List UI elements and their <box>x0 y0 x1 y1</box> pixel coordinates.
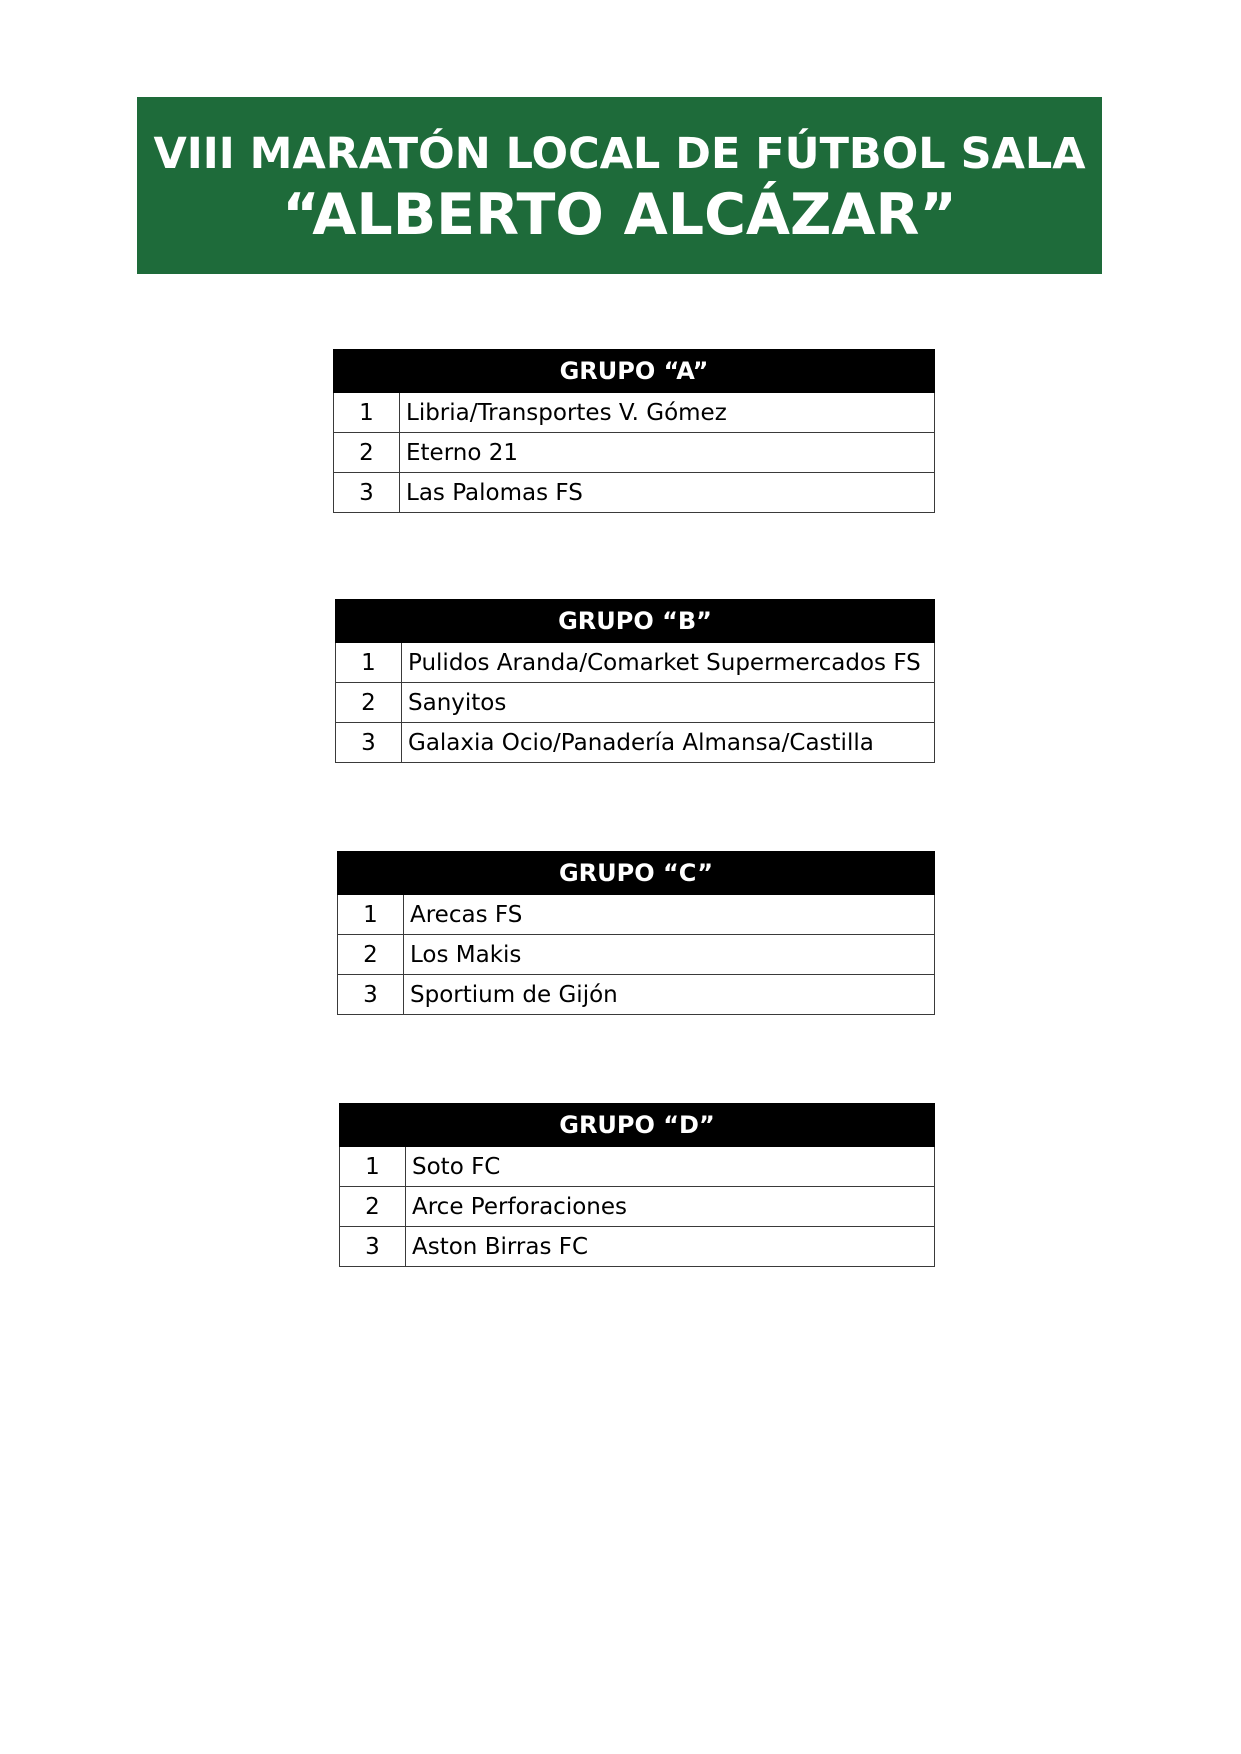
team-name: Sanyitos <box>402 683 935 723</box>
team-position: 1 <box>338 895 404 935</box>
team-position: 3 <box>338 975 404 1015</box>
group-a-title: GRUPO “A” <box>334 350 935 393</box>
team-position: 2 <box>340 1187 406 1227</box>
team-name: Soto FC <box>406 1147 935 1187</box>
team-name: Galaxia Ocio/Panadería Almansa/Castilla <box>402 723 935 763</box>
team-name: Aston Birras FC <box>406 1227 935 1267</box>
table-row <box>340 1227 935 1267</box>
team-name: Arce Perforaciones <box>406 1187 935 1227</box>
team-position: 1 <box>336 643 402 683</box>
team-position: 1 <box>340 1147 406 1187</box>
team-position: 2 <box>336 683 402 723</box>
team-name: Eterno 21 <box>400 433 935 473</box>
group-b-table <box>335 599 935 763</box>
table-row <box>338 935 935 975</box>
group-d-table <box>339 1103 935 1267</box>
table-row <box>338 975 935 1015</box>
group-c-title: GRUPO “C” <box>338 852 935 895</box>
team-position: 3 <box>336 723 402 763</box>
team-position: 2 <box>338 935 404 975</box>
table-row <box>336 643 935 683</box>
table-row <box>336 683 935 723</box>
team-position: 1 <box>334 393 400 433</box>
title-line-2: “ALBERTO ALCÁZAR” <box>282 182 957 248</box>
group-c-table <box>337 851 935 1015</box>
team-name: Libria/Transportes V. Gómez <box>400 393 935 433</box>
table-row <box>340 1147 935 1187</box>
group-b-title: GRUPO “B” <box>336 600 935 643</box>
team-name: Arecas FS <box>404 895 935 935</box>
title-banner <box>137 97 1102 274</box>
table-row <box>340 1187 935 1227</box>
group-d-title: GRUPO “D” <box>340 1104 935 1147</box>
team-position: 3 <box>340 1227 406 1267</box>
table-row <box>334 393 935 433</box>
team-name: Sportium de Gijón <box>404 975 935 1015</box>
team-position: 3 <box>334 473 400 513</box>
table-row <box>334 473 935 513</box>
table-row <box>336 723 935 763</box>
group-a-table <box>333 349 935 513</box>
title-line-1: VIII MARATÓN LOCAL DE FÚTBOL SALA <box>153 129 1086 179</box>
team-name: Los Makis <box>404 935 935 975</box>
team-name: Pulidos Aranda/Comarket Supermercados FS <box>402 643 935 683</box>
team-position: 2 <box>334 433 400 473</box>
table-row <box>338 895 935 935</box>
team-name: Las Palomas FS <box>400 473 935 513</box>
table-row <box>334 433 935 473</box>
